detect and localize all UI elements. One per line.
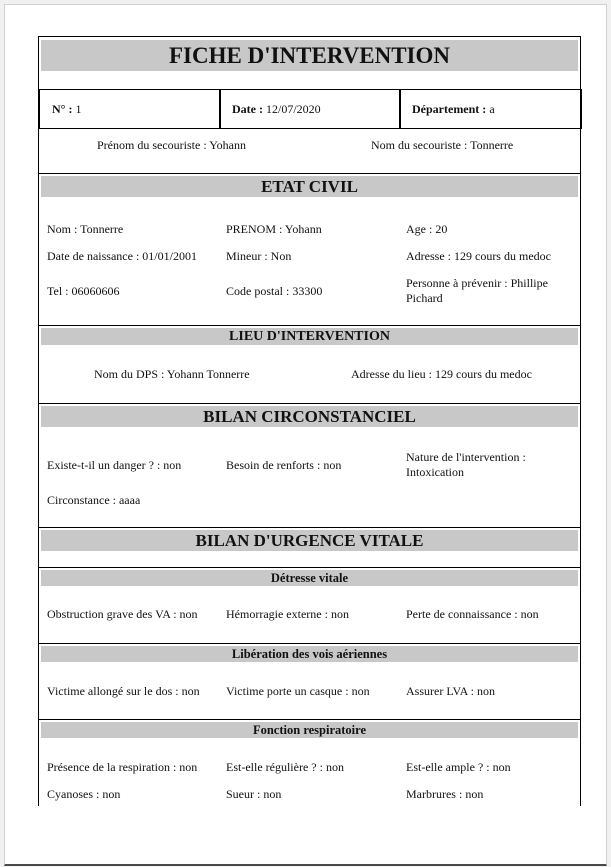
victime-casque: Victime porte un casque : non	[226, 684, 370, 698]
etat-civil-header: ETAT CIVIL	[41, 176, 578, 197]
divider	[39, 567, 580, 568]
cyanoses: Cyanoses : non	[47, 787, 121, 801]
divider	[39, 719, 580, 720]
divider	[39, 643, 580, 644]
patient-nom: Nom : Tonnerre	[47, 222, 124, 236]
adresse-lieu: Adresse du lieu : 129 cours du medoc	[351, 367, 532, 381]
renforts: Besoin de renforts : non	[226, 458, 342, 472]
patient-naissance: Date de naissance : 01/01/2001	[47, 249, 197, 263]
perte-connaissance: Perte de connaissance : non	[406, 607, 539, 621]
personne-prevenir: Personne à prévenir : Phillipe Pichard	[406, 276, 548, 305]
divider	[39, 403, 580, 404]
bilan-circonstanciel-header: BILAN CIRCONSTANCIEL	[41, 406, 578, 427]
divider	[39, 173, 580, 174]
assurer-lva: Assurer LVA : non	[406, 684, 496, 698]
obstruction: Obstruction grave des VA : non	[47, 607, 198, 621]
patient-age: Age : 20	[406, 222, 448, 236]
nature-intervention: Nature de l'intervention : Intoxication	[406, 450, 526, 479]
hemorragie: Hémorragie externe : non	[226, 607, 349, 621]
respiration-reguliere: Est-elle régulière ? : non	[226, 760, 344, 774]
presence-respiration: Présence de la respiration : non	[47, 760, 198, 774]
sueur: Sueur : non	[226, 787, 282, 801]
patient-code-postal: Code postal : 33300	[226, 284, 323, 298]
lieu-header: LIEU D'INTERVENTION	[41, 328, 578, 345]
nom-dps: Nom du DPS : Yohann Tonnerre	[94, 367, 250, 381]
danger: Existe-t-il un danger ? : non	[47, 458, 182, 472]
divider	[39, 527, 580, 528]
prenom-secouriste: Prénom du secouriste : Yohann	[97, 138, 246, 152]
patient-adresse: Adresse : 129 cours du medoc	[406, 249, 551, 263]
document-page	[4, 4, 607, 866]
nom-secouriste: Nom du secouriste : Tonnerre	[371, 138, 514, 152]
liberation-header: Libération des vois aériennes	[41, 646, 578, 662]
victime-allonge: Victime allongé sur le dos : non	[47, 684, 200, 698]
bilan-urgence-header: BILAN D'URGENCE VITALE	[41, 530, 578, 551]
numero-field: N° : 1	[39, 89, 221, 129]
circonstance: Circonstance : aaaa	[47, 493, 141, 507]
departement-field: Département : a	[399, 89, 582, 129]
respiration-ample: Est-elle ample ? : non	[406, 760, 511, 774]
divider	[39, 325, 580, 326]
date-field: Date : 12/07/2020	[219, 89, 401, 129]
intervention-form	[38, 36, 581, 806]
patient-mineur: Mineur : Non	[226, 249, 292, 263]
respiratoire-header: Fonction respiratoire	[41, 722, 578, 738]
patient-prenom: PRENOM : Yohann	[226, 222, 322, 236]
form-title: FICHE D'INTERVENTION	[41, 40, 578, 71]
patient-tel: Tel : 06060606	[47, 284, 120, 298]
marbrures: Marbrures : non	[406, 787, 484, 801]
detresse-header: Détresse vitale	[41, 570, 578, 586]
